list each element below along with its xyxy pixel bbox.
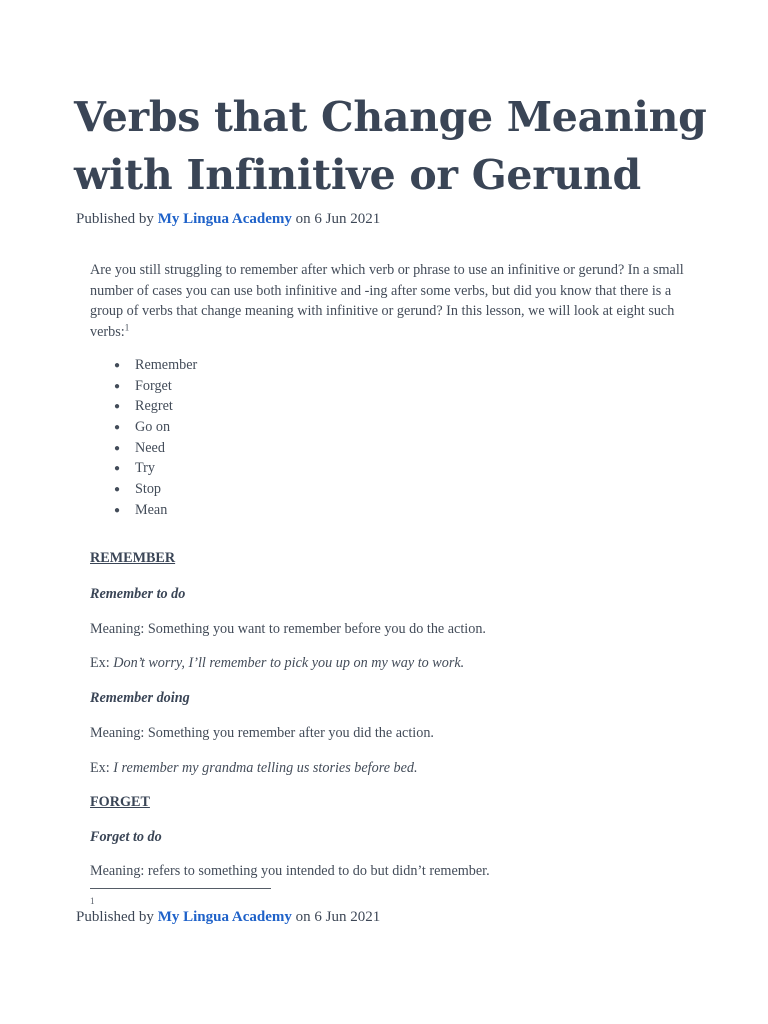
byline-date: on 6 Jun 2021: [291, 211, 381, 227]
subheading-forget-to-do: Forget to do: [90, 829, 162, 845]
example-remember-doing: [90, 760, 418, 777]
list-item: [114, 376, 197, 397]
bullet-icon: ●: [114, 380, 121, 392]
subheading-remember-doing: Remember doing: [90, 690, 190, 706]
list-item: [114, 458, 197, 479]
bullet-icon: ●: [114, 360, 121, 371]
example-remember-to-do: [90, 655, 464, 672]
list-item-label: Forget: [135, 377, 172, 394]
example-prefix: Ex:: [90, 760, 114, 776]
bullet-icon: ●: [114, 401, 121, 413]
list-item: [114, 355, 197, 376]
list-item: [114, 479, 197, 500]
intro-text: Are you still struggling to remember after which verb or phrase to use an infinitive or gerund? In a small number of cases you can use both infinitive and -ing after some verbs, but did you know that there is a group of verbs that change meaning with infinitive or gerund? In this lesson, we will look at eight such verbs:: [90, 262, 684, 341]
section-heading-remember: REMEMBER: [90, 550, 176, 566]
bullet-icon: ●: [114, 422, 121, 434]
example-sentence: I remember my grandma telling us stories before bed.: [113, 760, 418, 776]
bullet-icon: ●: [114, 504, 121, 516]
subheading-remember-to-do: Remember to do: [90, 586, 186, 602]
list-item: [114, 438, 197, 459]
byline-prefix: Published by: [76, 211, 158, 227]
list-item-label: Stop: [135, 481, 162, 498]
list-item-label: Mean: [135, 501, 168, 518]
byline-date: on 6 Jun 2021: [291, 909, 381, 925]
list-item: [114, 396, 197, 417]
author-link[interactable]: My Lingua Academy: [157, 211, 292, 227]
meaning-remember-to-do: Meaning: Something you want to remember before you do the action.: [90, 621, 486, 637]
bullet-icon: ●: [114, 463, 121, 475]
example-sentence: Don’t worry, I’ll remember to pick you up on my way to work.: [113, 655, 465, 671]
list-item: [114, 500, 197, 521]
footnote-ref: 1: [124, 322, 130, 333]
author-link[interactable]: My Lingua Academy: [157, 909, 292, 925]
meaning-forget-to-do: Meaning: refers to something you intended to do but didn’t remember.: [90, 863, 490, 879]
list-item-label: Try: [135, 460, 155, 477]
article-title: Verbs that Change Meaning with Infinitive or Gerund: [74, 93, 707, 199]
meaning-remember-doing: Meaning: Something you remember after you did the action.: [90, 725, 434, 741]
footnote-number: 1: [90, 896, 95, 906]
intro-paragraph: [90, 260, 690, 343]
byline-footer: [76, 909, 380, 926]
bullet-icon: ●: [114, 484, 121, 496]
bullet-icon: ●: [114, 442, 121, 454]
footnote-divider: [90, 888, 271, 889]
list-item-label: Regret: [135, 398, 173, 415]
byline: [76, 211, 380, 228]
list-item-label: Need: [135, 439, 165, 456]
byline-prefix: Published by: [76, 909, 158, 925]
list-item: [114, 417, 197, 438]
list-item-label: Remember: [135, 357, 198, 373]
section-heading-forget: FORGET: [90, 794, 150, 810]
example-prefix: Ex:: [90, 655, 114, 671]
verb-list: [114, 355, 197, 521]
list-item-label: Go on: [135, 419, 171, 436]
